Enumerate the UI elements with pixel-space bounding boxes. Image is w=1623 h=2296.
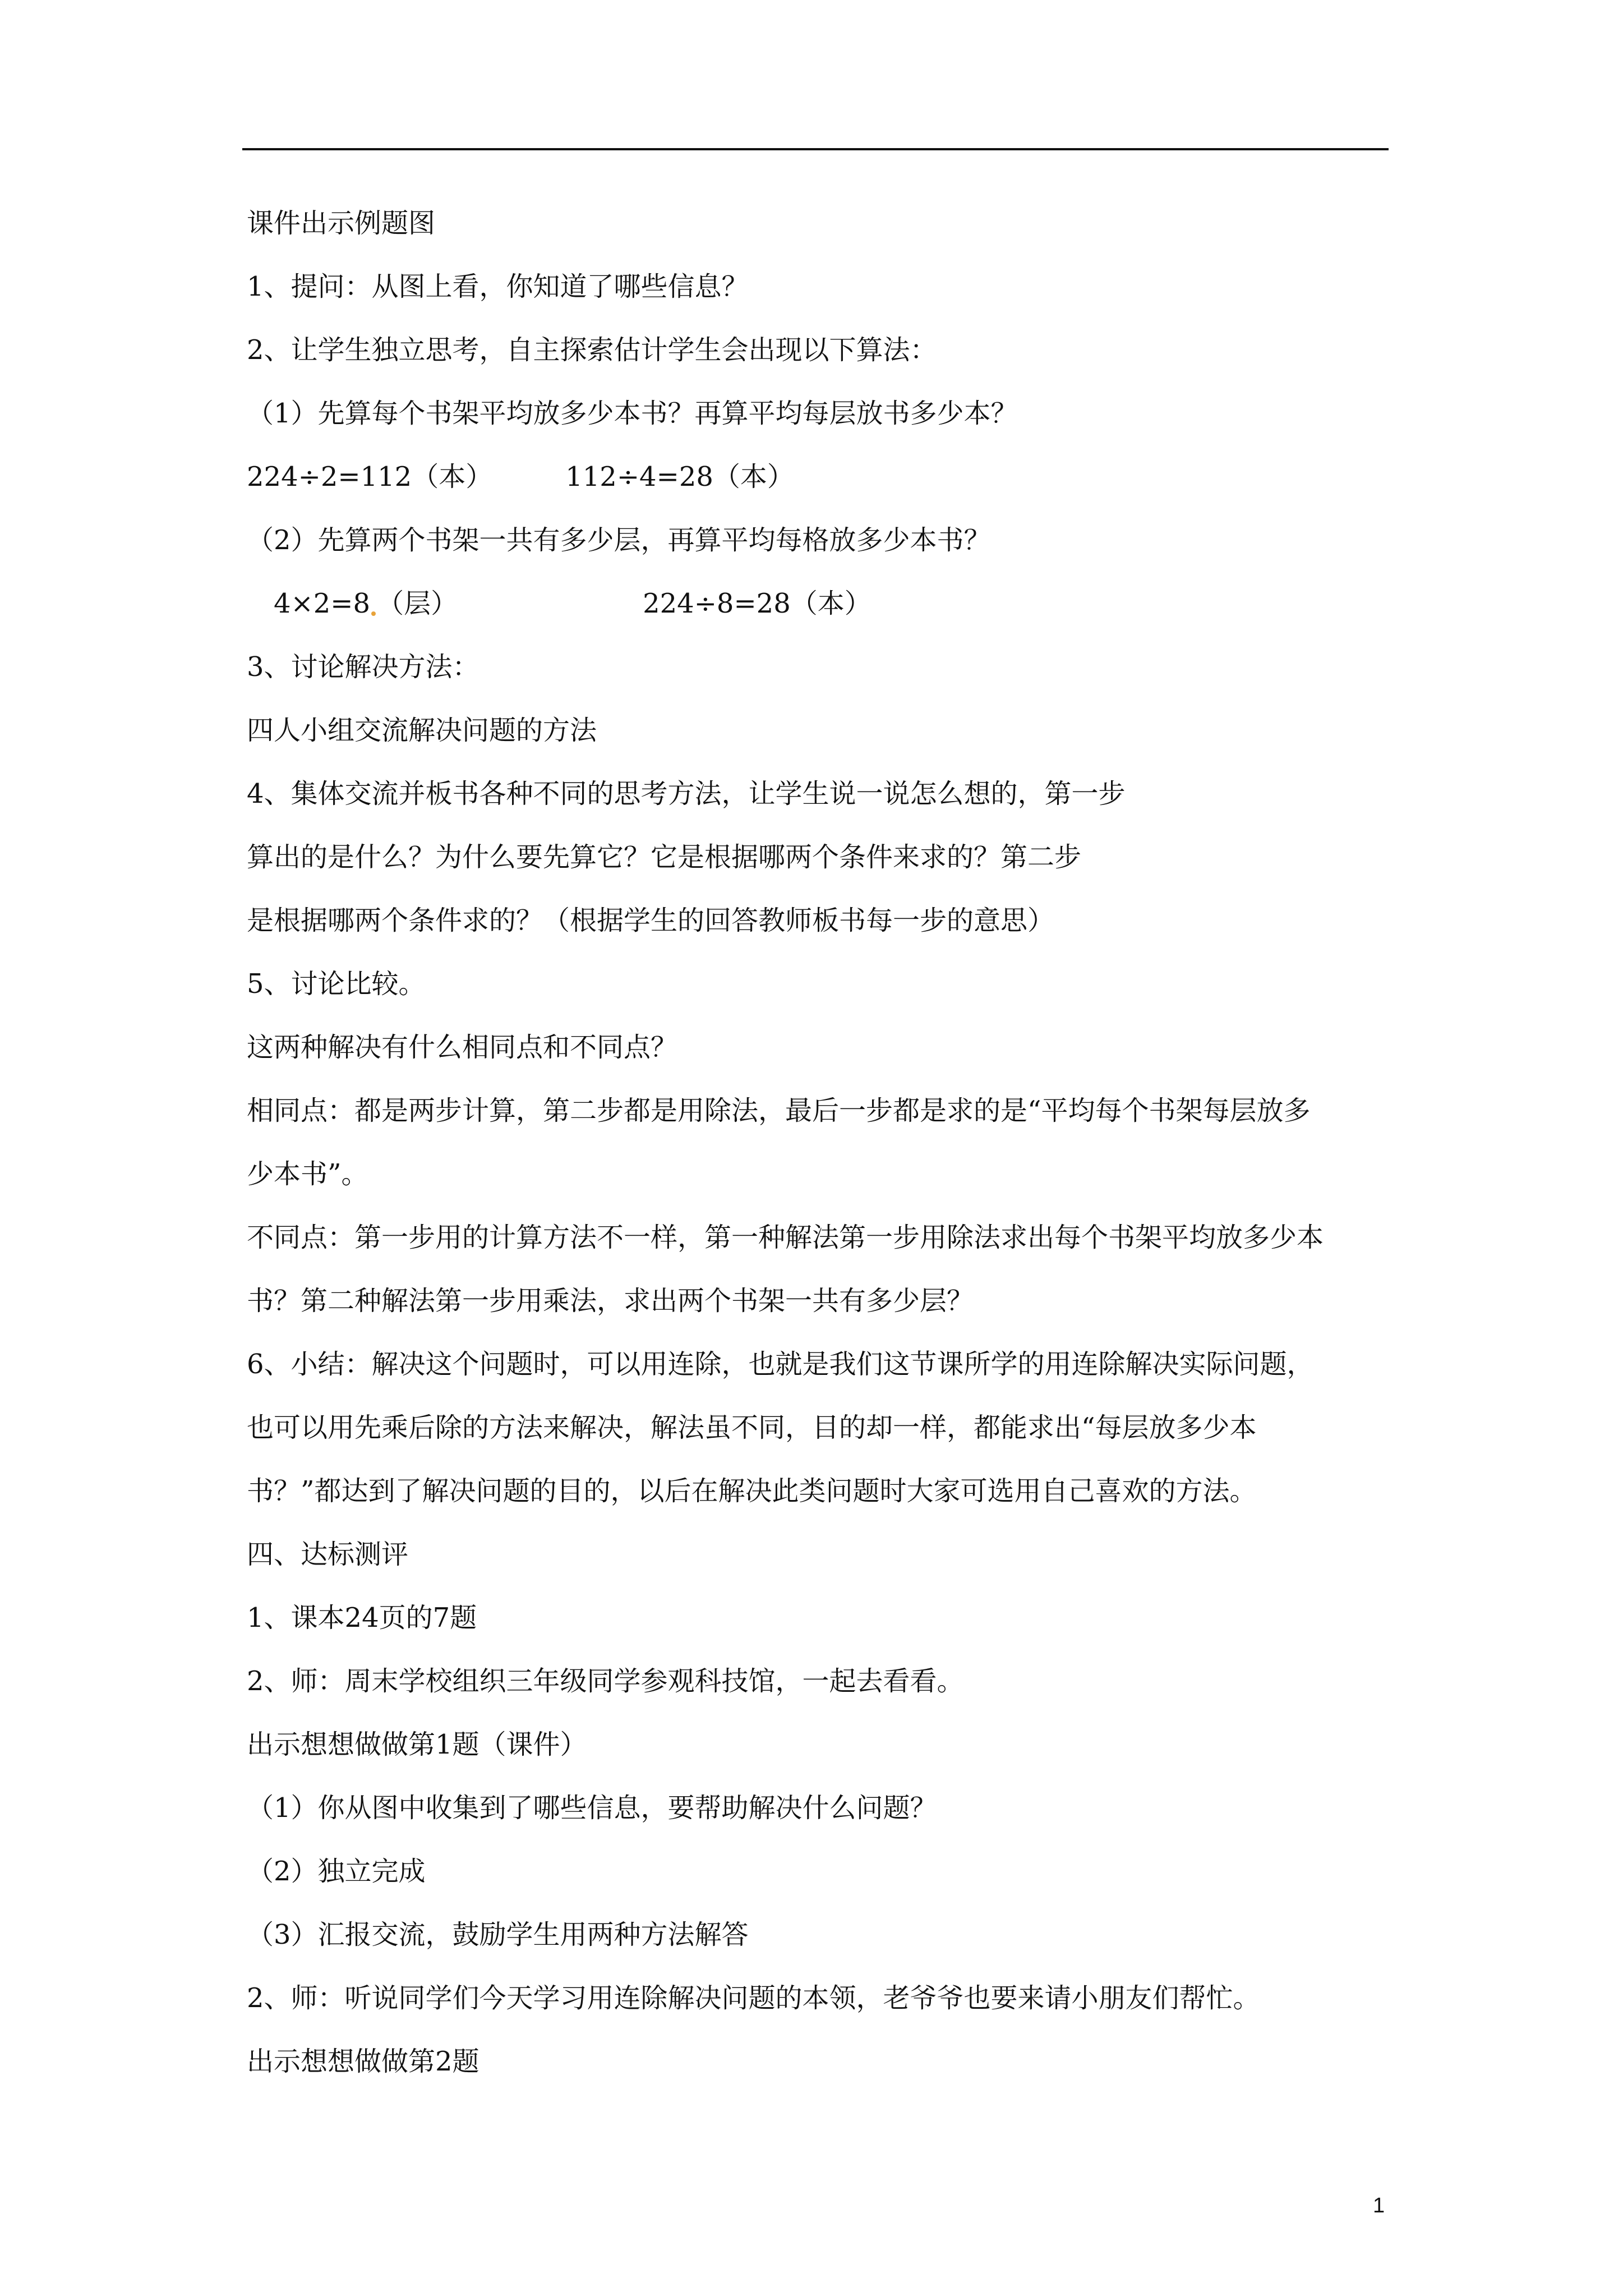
equation-line: [247, 588, 1391, 620]
text-line: （3）汇报交流，鼓励学生用两种方法解答: [247, 1919, 749, 1950]
text-line: 相同点：都是两步计算，第二步都是用除法，最后一步都是求的是“平均每个书架每层放多: [247, 1095, 1311, 1126]
text-line: 5、讨论比较。: [247, 968, 426, 1000]
text-line: 出示想想做做第1题（课件）: [247, 1729, 587, 1760]
text-line: 6、小结：解决这个问题时，可以用连除，也就是我们这节课所学的用连除解决实际问题，: [247, 1349, 1314, 1380]
text-line: 少本书”。: [247, 1158, 368, 1190]
text-line: 四人小组交流解决问题的方法: [247, 715, 597, 746]
header-rule: [242, 148, 1389, 150]
text-line: 也可以用先乘后除的方法来解决，解法虽不同，目的却一样，都能求出“每层放多少本: [247, 1412, 1257, 1443]
text-line: 2、师：听说同学们今天学习用连除解决问题的本领，老爷爷也要来请小朋友们帮忙。: [247, 1982, 1260, 2014]
text-line: 2、让学生独立思考，自主探索估计学生会出现以下算法：: [247, 334, 937, 366]
equation-unit: （层）: [377, 588, 458, 619]
equation-line: [247, 461, 1391, 493]
text-line: 2、师：周末学校组织三年级同学参观科技馆，一起去看看。: [247, 1665, 964, 1697]
text-line: 书？第二种解法第一步用乘法，求出两个书架一共有多少层？: [247, 1285, 974, 1317]
text-line: 1、提问：从图上看，你知道了哪些信息？: [247, 271, 749, 302]
page-number: 1: [1373, 2194, 1385, 2217]
text-line: 出示想想做做第2题: [247, 2046, 479, 2077]
text-line: 3、讨论解决方法：: [247, 651, 479, 683]
text-line: 是根据哪两个条件求的？（根据学生的回答教师板书每一步的意思）: [247, 905, 1055, 936]
text-line: 书？”都达到了解决问题的目的，以后在解决此类问题时大家可选用自己喜欢的方法。: [247, 1475, 1257, 1507]
text-line: 4、集体交流并板书各种不同的思考方法，让学生说一说怎么想的，第一步: [247, 778, 1126, 809]
text-line: 不同点：第一步用的计算方法不一样，第一种解法第一步用除法求出每个书架平均放多少本: [247, 1222, 1324, 1253]
equation: 224÷8=28（本）: [643, 588, 872, 619]
text-line: 这两种解决有什么相同点和不同点？: [247, 1032, 678, 1063]
text-line: 算出的是什么？为什么要先算它？它是根据哪两个条件来求的？第二步: [247, 841, 1082, 873]
text-line: 1、课本24页的7题: [247, 1602, 477, 1634]
text-line: （2）独立完成: [247, 1856, 426, 1887]
section-heading: 四、达标测评: [247, 1539, 409, 1570]
text-line: 课件出示例题图: [247, 208, 436, 239]
equation: 4×2=8: [274, 588, 371, 619]
mark-dot: [371, 611, 376, 616]
text-line: （2）先算两个书架一共有多少层，再算平均每格放多少本书？: [247, 524, 991, 556]
equation: 224÷2=112（本）: [247, 461, 493, 493]
document-body: [247, 208, 1391, 2109]
text-line: （1）先算每个书架平均放多少本书？再算平均每层放书多少本？: [247, 398, 1018, 429]
equation: 112÷4=28（本）: [565, 461, 794, 493]
text-line: （1）你从图中收集到了哪些信息，要帮助解决什么问题？: [247, 1792, 937, 1824]
